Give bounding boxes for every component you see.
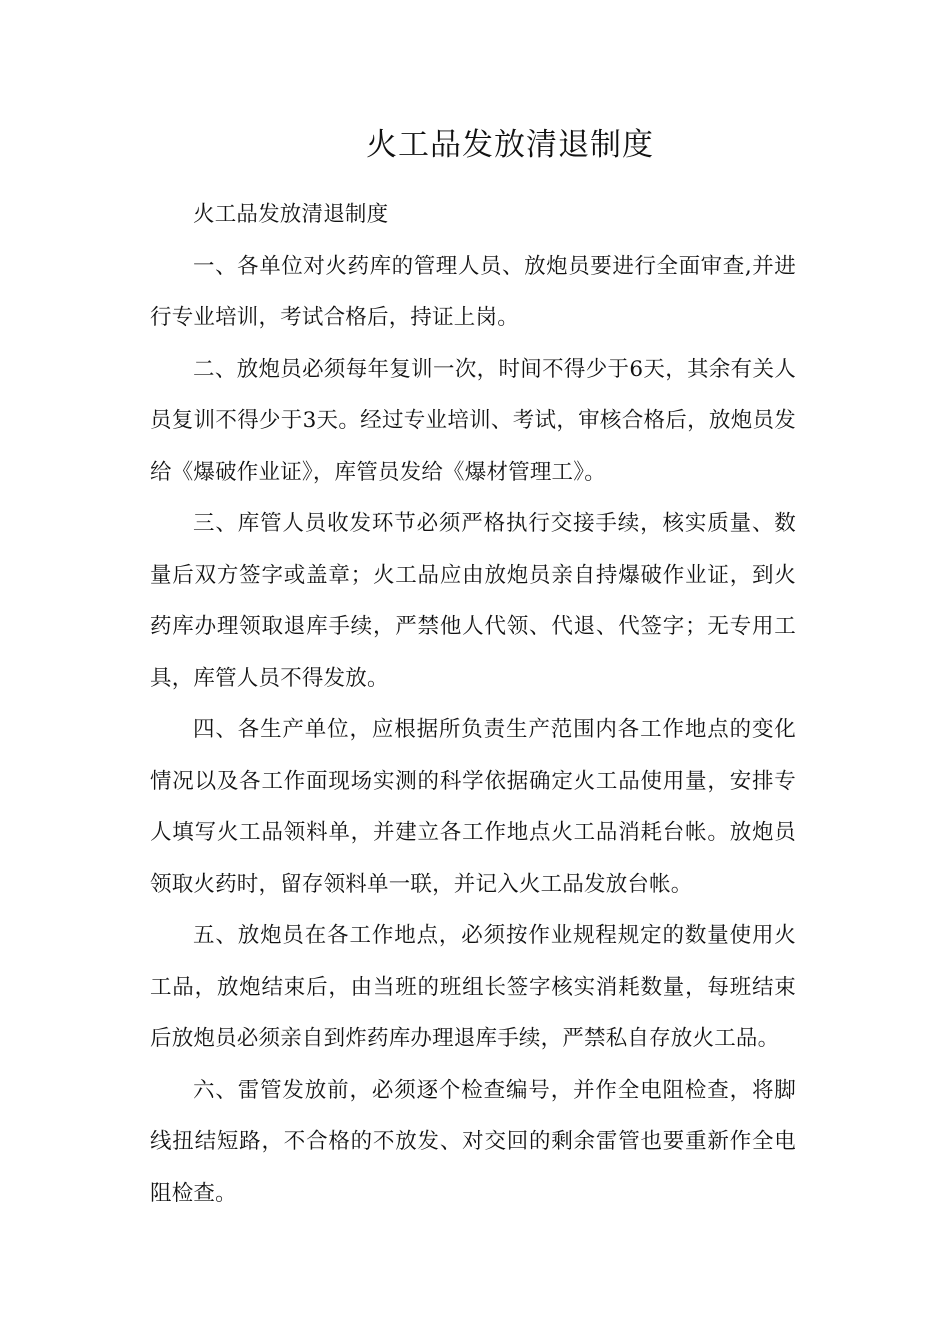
paragraph-2: 二、放炮员必须每年复训一次，时间不得少于6天，其余有关人员复训不得少于3天。经过专业培训、考试，审核合格后，放炮员发给《爆破作业证》，库管员发给《爆材管理工》。 (150, 356, 796, 485)
paragraph-3: 三、库管人员收发环节必须严格执行交接手续，核实质量、数量后双方签字或盖章；火工品应由放炮员亲自持爆破作业证，到火药库办理领取退库手续，严禁他人代领、代退、代签字；无专用工具，库管人员不得发放。 (150, 511, 796, 691)
paragraph-6: 六、雷管发放前，必须逐个检查编号，并作全电阻检查，将脚线扭结短路，不合格的不放发、对交回的剩余雷管也要重新作全电阻检查。 (150, 1077, 796, 1206)
document-title: 火工品发放清退制度 (366, 127, 654, 163)
paragraph-1: 一、各单位对火药库的管理人员、放炮员要进行全面审查,并进行专业培训，考试合格后，持证上岗。 (150, 253, 796, 330)
document-body (150, 189, 796, 1219)
document-subtitle: 火工品发放清退制度 (193, 202, 389, 227)
paragraph-4: 四、各生产单位，应根据所负责生产范围内各工作地点的变化情况以及各工作面现场实测的科学依据确定火工品使用量，安排专人填写火工品领料单，并建立各工作地点火工品消耗台帐。放炮员领取火药时，留存领料单一联，并记入火工品发放台帐。 (150, 717, 796, 897)
paragraph-5: 五、放炮员在各工作地点，必须按作业规程规定的数量使用火工品，放炮结束后，由当班的班组长签字核实消耗数量，每班结束后放炮员必须亲自到炸药库办理退库手续，严禁私自存放火工品。 (150, 923, 796, 1051)
